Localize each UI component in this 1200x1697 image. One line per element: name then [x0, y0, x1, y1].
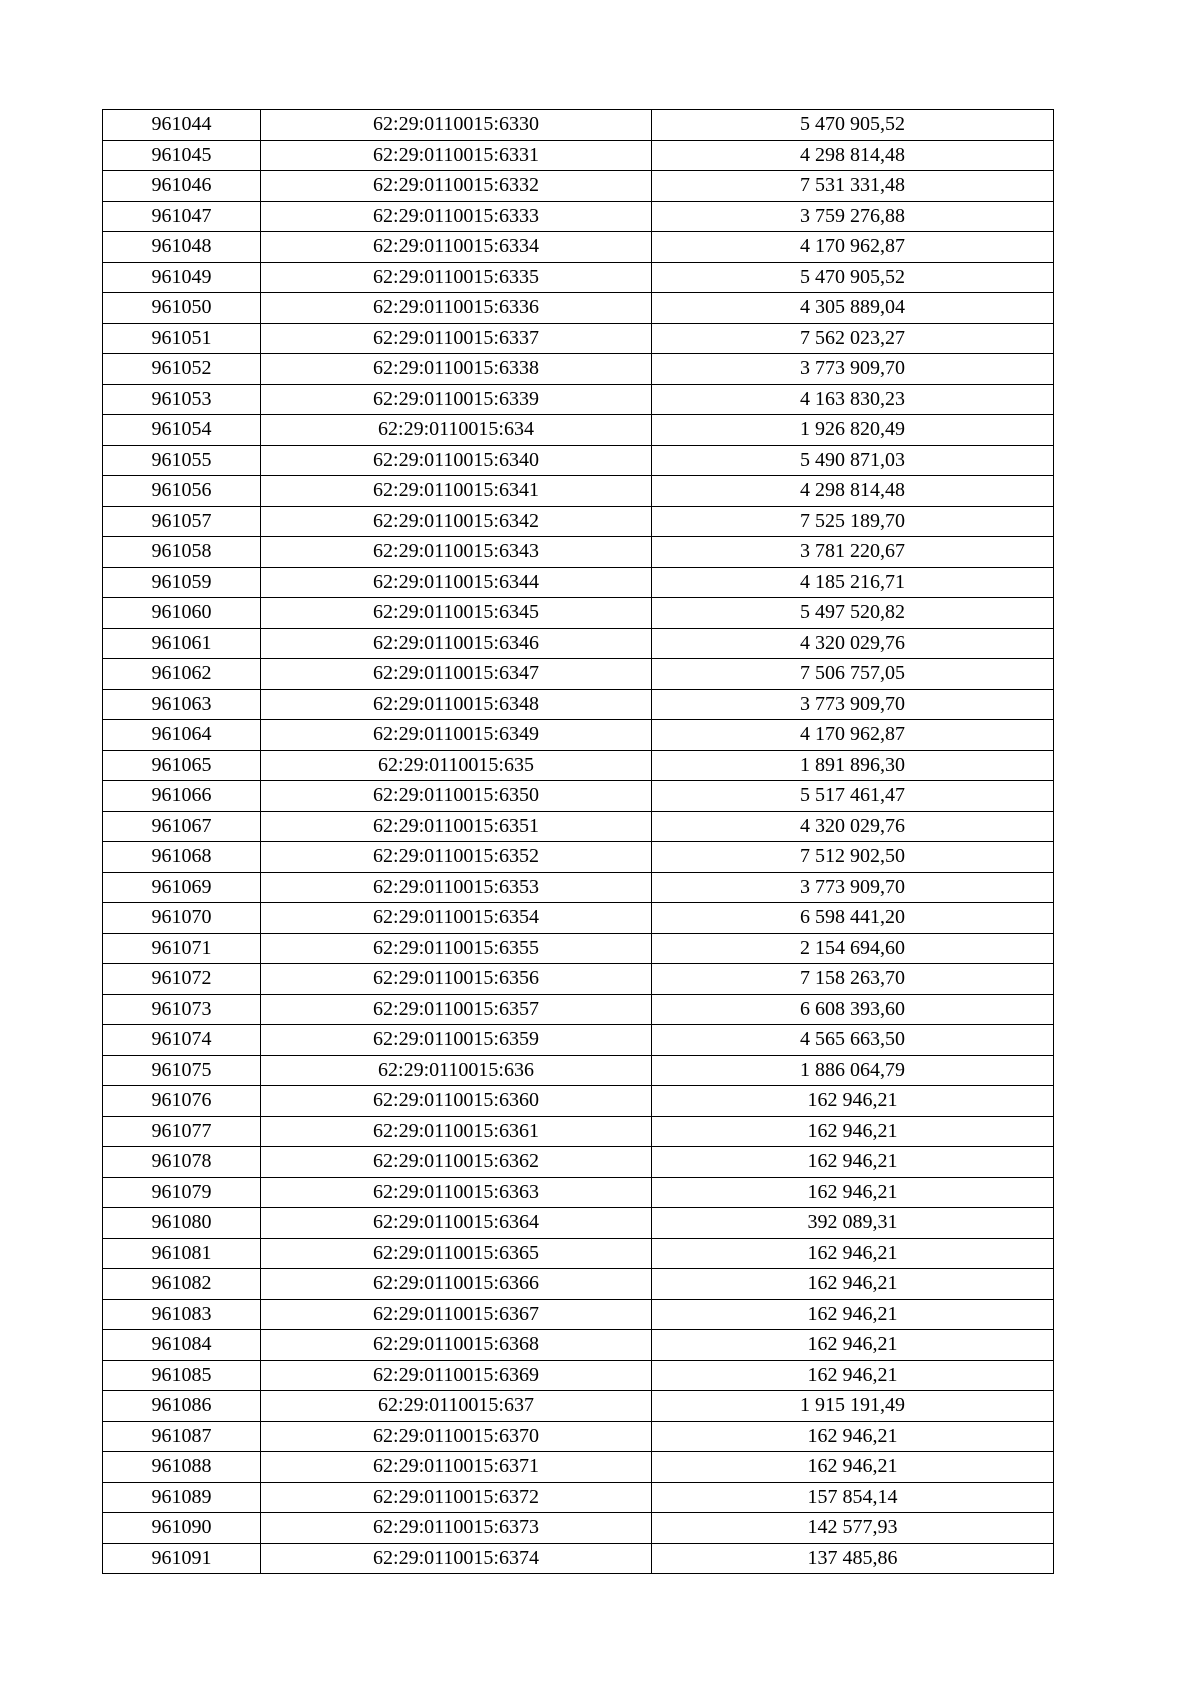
value-cell: 4 170 962,87: [652, 720, 1054, 751]
table-row: [103, 1208, 1054, 1239]
row-number-cell: 961046: [103, 171, 261, 202]
row-number-cell: 961079: [103, 1177, 261, 1208]
cadastral-number-cell: 62:29:0110015:636: [261, 1055, 652, 1086]
cadastral-number-cell: 62:29:0110015:6364: [261, 1208, 652, 1239]
row-number-cell: 961085: [103, 1360, 261, 1391]
value-cell: 7 562 023,27: [652, 323, 1054, 354]
row-number-cell: 961059: [103, 567, 261, 598]
value-cell: 162 946,21: [652, 1238, 1054, 1269]
row-number-cell: 961084: [103, 1330, 261, 1361]
table-row: [103, 1421, 1054, 1452]
table-row: [103, 476, 1054, 507]
cadastral-number-cell: 62:29:0110015:6356: [261, 964, 652, 995]
table-row: [103, 201, 1054, 232]
cadastral-number-cell: 62:29:0110015:6370: [261, 1421, 652, 1452]
value-cell: 3 781 220,67: [652, 537, 1054, 568]
row-number-cell: 961052: [103, 354, 261, 385]
table-row: [103, 1269, 1054, 1300]
value-cell: 162 946,21: [652, 1269, 1054, 1300]
cadastral-number-cell: 62:29:0110015:634: [261, 415, 652, 446]
table-row: [103, 872, 1054, 903]
cadastral-number-cell: 62:29:0110015:6342: [261, 506, 652, 537]
data-table: [102, 109, 1054, 1574]
row-number-cell: 961070: [103, 903, 261, 934]
row-number-cell: 961055: [103, 445, 261, 476]
row-number-cell: 961072: [103, 964, 261, 995]
row-number-cell: 961089: [103, 1482, 261, 1513]
cadastral-number-cell: 62:29:0110015:6330: [261, 110, 652, 141]
cadastral-number-cell: 62:29:0110015:6345: [261, 598, 652, 629]
value-cell: 4 320 029,76: [652, 811, 1054, 842]
row-number-cell: 961044: [103, 110, 261, 141]
row-number-cell: 961061: [103, 628, 261, 659]
cadastral-number-cell: 62:29:0110015:6373: [261, 1513, 652, 1544]
row-number-cell: 961078: [103, 1147, 261, 1178]
row-number-cell: 961058: [103, 537, 261, 568]
table-row: [103, 1299, 1054, 1330]
row-number-cell: 961066: [103, 781, 261, 812]
row-number-cell: 961050: [103, 293, 261, 324]
value-cell: 3 773 909,70: [652, 689, 1054, 720]
row-number-cell: 961053: [103, 384, 261, 415]
cadastral-number-cell: 62:29:0110015:635: [261, 750, 652, 781]
row-number-cell: 961065: [103, 750, 261, 781]
row-number-cell: 961087: [103, 1421, 261, 1452]
row-number-cell: 961049: [103, 262, 261, 293]
cadastral-number-cell: 62:29:0110015:6334: [261, 232, 652, 263]
table-row: [103, 445, 1054, 476]
table-row: [103, 689, 1054, 720]
row-number-cell: 961045: [103, 140, 261, 171]
value-cell: 162 946,21: [652, 1360, 1054, 1391]
value-cell: 4 320 029,76: [652, 628, 1054, 659]
cadastral-number-cell: 62:29:0110015:6332: [261, 171, 652, 202]
cadastral-number-cell: 62:29:0110015:6369: [261, 1360, 652, 1391]
value-cell: 1 886 064,79: [652, 1055, 1054, 1086]
value-cell: 142 577,93: [652, 1513, 1054, 1544]
row-number-cell: 961064: [103, 720, 261, 751]
table-body: [103, 110, 1054, 1574]
row-number-cell: 961075: [103, 1055, 261, 1086]
cadastral-number-cell: 62:29:0110015:6348: [261, 689, 652, 720]
row-number-cell: 961069: [103, 872, 261, 903]
row-number-cell: 961067: [103, 811, 261, 842]
table-row: [103, 415, 1054, 446]
value-cell: 162 946,21: [652, 1116, 1054, 1147]
value-cell: 5 470 905,52: [652, 262, 1054, 293]
table-row: [103, 1452, 1054, 1483]
table-row: [103, 811, 1054, 842]
table-row: [103, 1025, 1054, 1056]
cadastral-number-cell: 62:29:0110015:6335: [261, 262, 652, 293]
table-row: [103, 628, 1054, 659]
table-row: [103, 1116, 1054, 1147]
table-row: [103, 567, 1054, 598]
table-row: [103, 354, 1054, 385]
cadastral-number-cell: 62:29:0110015:6366: [261, 1269, 652, 1300]
cadastral-number-cell: 62:29:0110015:6350: [261, 781, 652, 812]
table-row: [103, 1147, 1054, 1178]
row-number-cell: 961074: [103, 1025, 261, 1056]
value-cell: 1 926 820,49: [652, 415, 1054, 446]
value-cell: 162 946,21: [652, 1421, 1054, 1452]
value-cell: 4 298 814,48: [652, 140, 1054, 171]
cadastral-number-cell: 62:29:0110015:6341: [261, 476, 652, 507]
table-row: [103, 1513, 1054, 1544]
cadastral-number-cell: 62:29:0110015:6333: [261, 201, 652, 232]
table-row: [103, 384, 1054, 415]
value-cell: 162 946,21: [652, 1330, 1054, 1361]
row-number-cell: 961051: [103, 323, 261, 354]
cadastral-number-cell: 62:29:0110015:6339: [261, 384, 652, 415]
value-cell: 5 470 905,52: [652, 110, 1054, 141]
table-row: [103, 1360, 1054, 1391]
table-row: [103, 903, 1054, 934]
value-cell: 4 298 814,48: [652, 476, 1054, 507]
row-number-cell: 961048: [103, 232, 261, 263]
value-cell: 3 773 909,70: [652, 872, 1054, 903]
cadastral-number-cell: 62:29:0110015:6367: [261, 1299, 652, 1330]
value-cell: 7 531 331,48: [652, 171, 1054, 202]
cadastral-number-cell: 62:29:0110015:6353: [261, 872, 652, 903]
table-row: [103, 842, 1054, 873]
row-number-cell: 961063: [103, 689, 261, 720]
cadastral-number-cell: 62:29:0110015:6346: [261, 628, 652, 659]
cadastral-number-cell: 62:29:0110015:6340: [261, 445, 652, 476]
cadastral-number-cell: 62:29:0110015:6338: [261, 354, 652, 385]
row-number-cell: 961080: [103, 1208, 261, 1239]
value-cell: 2 154 694,60: [652, 933, 1054, 964]
cadastral-number-cell: 62:29:0110015:6337: [261, 323, 652, 354]
cadastral-number-cell: 62:29:0110015:6357: [261, 994, 652, 1025]
value-cell: 162 946,21: [652, 1177, 1054, 1208]
cadastral-number-cell: 62:29:0110015:6374: [261, 1543, 652, 1574]
table-row: [103, 171, 1054, 202]
row-number-cell: 961091: [103, 1543, 261, 1574]
table-row: [103, 659, 1054, 690]
cadastral-number-cell: 62:29:0110015:6351: [261, 811, 652, 842]
value-cell: 137 485,86: [652, 1543, 1054, 1574]
row-number-cell: 961073: [103, 994, 261, 1025]
value-cell: 6 598 441,20: [652, 903, 1054, 934]
value-cell: 5 490 871,03: [652, 445, 1054, 476]
table-row: [103, 720, 1054, 751]
cadastral-number-cell: 62:29:0110015:6360: [261, 1086, 652, 1117]
row-number-cell: 961082: [103, 1269, 261, 1300]
cadastral-number-cell: 62:29:0110015:6363: [261, 1177, 652, 1208]
value-cell: 162 946,21: [652, 1147, 1054, 1178]
row-number-cell: 961081: [103, 1238, 261, 1269]
row-number-cell: 961057: [103, 506, 261, 537]
value-cell: 7 525 189,70: [652, 506, 1054, 537]
row-number-cell: 961077: [103, 1116, 261, 1147]
cadastral-number-cell: 62:29:0110015:6347: [261, 659, 652, 690]
value-cell: 7 506 757,05: [652, 659, 1054, 690]
row-number-cell: 961071: [103, 933, 261, 964]
row-number-cell: 961060: [103, 598, 261, 629]
cadastral-number-cell: 62:29:0110015:6355: [261, 933, 652, 964]
table-row: [103, 537, 1054, 568]
cadastral-number-cell: 62:29:0110015:6368: [261, 1330, 652, 1361]
value-cell: 3 773 909,70: [652, 354, 1054, 385]
row-number-cell: 961083: [103, 1299, 261, 1330]
cadastral-number-cell: 62:29:0110015:6354: [261, 903, 652, 934]
cadastral-number-cell: 62:29:0110015:6336: [261, 293, 652, 324]
table-row: [103, 232, 1054, 263]
row-number-cell: 961088: [103, 1452, 261, 1483]
table-row: [103, 1330, 1054, 1361]
table-row: [103, 598, 1054, 629]
table-row: [103, 506, 1054, 537]
table-row: [103, 1543, 1054, 1574]
value-cell: 392 089,31: [652, 1208, 1054, 1239]
cadastral-number-cell: 62:29:0110015:6359: [261, 1025, 652, 1056]
table-row: [103, 140, 1054, 171]
cadastral-number-cell: 62:29:0110015:6371: [261, 1452, 652, 1483]
table-row: [103, 781, 1054, 812]
value-cell: 7 512 902,50: [652, 842, 1054, 873]
table-row: [103, 1086, 1054, 1117]
value-cell: 157 854,14: [652, 1482, 1054, 1513]
table-row: [103, 964, 1054, 995]
table-row: [103, 1391, 1054, 1422]
value-cell: 4 185 216,71: [652, 567, 1054, 598]
cadastral-number-cell: 62:29:0110015:6331: [261, 140, 652, 171]
cadastral-number-cell: 62:29:0110015:637: [261, 1391, 652, 1422]
value-cell: 5 497 520,82: [652, 598, 1054, 629]
table-row: [103, 1055, 1054, 1086]
table-row: [103, 1177, 1054, 1208]
table-row: [103, 750, 1054, 781]
value-cell: 4 305 889,04: [652, 293, 1054, 324]
cadastral-number-cell: 62:29:0110015:6362: [261, 1147, 652, 1178]
value-cell: 1 915 191,49: [652, 1391, 1054, 1422]
cadastral-number-cell: 62:29:0110015:6349: [261, 720, 652, 751]
row-number-cell: 961090: [103, 1513, 261, 1544]
table-row: [103, 994, 1054, 1025]
cadastral-number-cell: 62:29:0110015:6352: [261, 842, 652, 873]
value-cell: 162 946,21: [652, 1452, 1054, 1483]
table-row: [103, 110, 1054, 141]
value-cell: 4 170 962,87: [652, 232, 1054, 263]
table-row: [103, 1238, 1054, 1269]
row-number-cell: 961068: [103, 842, 261, 873]
cadastral-number-cell: 62:29:0110015:6343: [261, 537, 652, 568]
table-row: [103, 293, 1054, 324]
row-number-cell: 961076: [103, 1086, 261, 1117]
value-cell: 162 946,21: [652, 1086, 1054, 1117]
row-number-cell: 961056: [103, 476, 261, 507]
cadastral-number-cell: 62:29:0110015:6365: [261, 1238, 652, 1269]
table-row: [103, 933, 1054, 964]
value-cell: 6 608 393,60: [652, 994, 1054, 1025]
table-row: [103, 323, 1054, 354]
value-cell: 4 163 830,23: [652, 384, 1054, 415]
row-number-cell: 961086: [103, 1391, 261, 1422]
value-cell: 1 891 896,30: [652, 750, 1054, 781]
row-number-cell: 961062: [103, 659, 261, 690]
cadastral-number-cell: 62:29:0110015:6344: [261, 567, 652, 598]
row-number-cell: 961054: [103, 415, 261, 446]
value-cell: 3 759 276,88: [652, 201, 1054, 232]
cadastral-number-cell: 62:29:0110015:6372: [261, 1482, 652, 1513]
value-cell: 4 565 663,50: [652, 1025, 1054, 1056]
value-cell: 7 158 263,70: [652, 964, 1054, 995]
value-cell: 5 517 461,47: [652, 781, 1054, 812]
table-row: [103, 1482, 1054, 1513]
row-number-cell: 961047: [103, 201, 261, 232]
value-cell: 162 946,21: [652, 1299, 1054, 1330]
cadastral-number-cell: 62:29:0110015:6361: [261, 1116, 652, 1147]
table-row: [103, 262, 1054, 293]
